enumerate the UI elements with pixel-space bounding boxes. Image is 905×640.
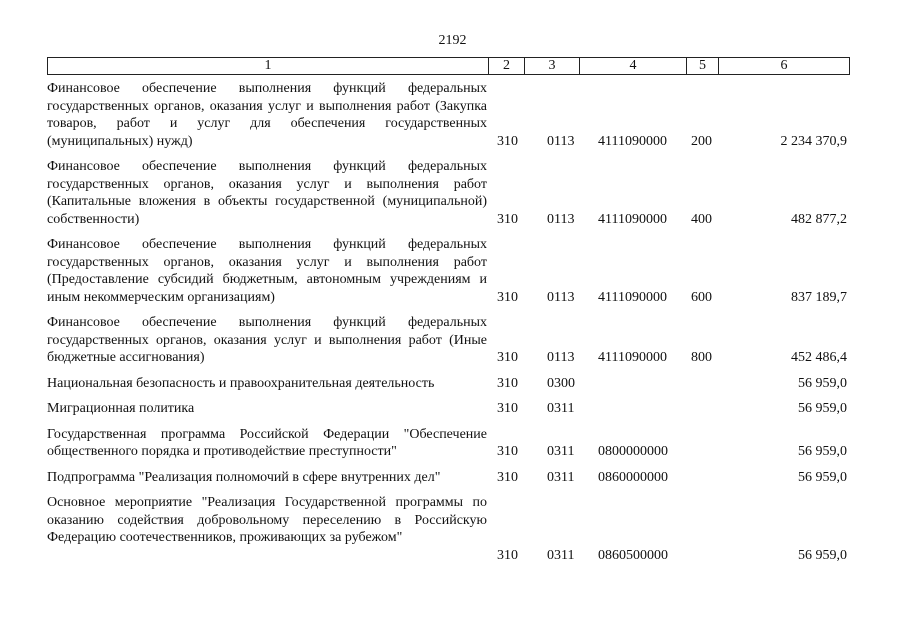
amount: 56 959,0 bbox=[798, 401, 847, 416]
row-description: Национальная безопасность и правоохранительная деятельность bbox=[47, 375, 435, 391]
table-row bbox=[47, 400, 849, 418]
ministry-code: 310 bbox=[497, 350, 518, 365]
target-article-code: 0860000000 bbox=[598, 469, 668, 485]
column-header-6: 6 bbox=[719, 58, 850, 75]
table-row bbox=[47, 314, 849, 367]
expense-type-code: 600 bbox=[691, 289, 712, 305]
section-code: 0311 bbox=[547, 547, 575, 563]
table-row bbox=[47, 426, 849, 461]
ministry-code: 310 bbox=[497, 401, 518, 416]
amount: 56 959,0 bbox=[798, 375, 847, 391]
column-header-table bbox=[47, 57, 850, 75]
ministry-code: 310 bbox=[497, 133, 518, 149]
ministry-code: 310 bbox=[497, 444, 518, 459]
row-description: Государственная программа Российской Федерации "Обеспечение общественного порядка и противодействие преступности" bbox=[47, 426, 487, 459]
table-row bbox=[47, 469, 849, 487]
amount: 56 959,0 bbox=[798, 469, 847, 485]
row-description: Финансовое обеспечение выполнения функций федеральных государственных органов, оказания услуг и выполнения работ (Капитальные вложения в объекты государственной (муниципальной) собственности) bbox=[47, 159, 487, 227]
amount: 837 189,7 bbox=[791, 289, 847, 305]
ministry-code: 310 bbox=[497, 375, 518, 391]
amount: 56 959,0 bbox=[798, 444, 847, 459]
amount: 2 234 370,9 bbox=[780, 133, 847, 149]
expense-type-code: 400 bbox=[691, 211, 712, 227]
column-header-1: 1 bbox=[48, 58, 489, 75]
ministry-code: 310 bbox=[497, 211, 518, 227]
page-number: 2192 bbox=[438, 33, 467, 48]
column-header-2: 2 bbox=[489, 58, 525, 75]
ministry-code: 310 bbox=[497, 547, 518, 563]
section-code: 0113 bbox=[547, 350, 575, 365]
section-code: 0113 bbox=[547, 211, 575, 227]
target-article-code: 4111090000 bbox=[598, 289, 667, 305]
amount: 452 486,4 bbox=[791, 350, 847, 365]
row-description: Миграционная политика bbox=[47, 401, 195, 416]
row-description: Финансовое обеспечение выполнения функций федеральных государственных органов, оказания услуг и выполнения работ (Иные бюджетные ассигнования) bbox=[47, 315, 487, 365]
ministry-code: 310 bbox=[497, 289, 518, 305]
table-row bbox=[47, 236, 849, 306]
row-description: Финансовое обеспечение выполнения функций федеральных государственных органов, оказания услуг и выполнения работ (Предоставление субсидий бюджетным, автономным учреждениям и иным некоммерческим организациям) bbox=[47, 237, 487, 305]
section-code: 0113 bbox=[547, 133, 575, 149]
row-description: Финансовое обеспечение выполнения функций федеральных государственных органов, оказания услуг и выполнения работ (Закупка товаров, работ и услуг для обеспечения государственных (муниципальных) нужд) bbox=[47, 81, 487, 149]
section-code: 0311 bbox=[547, 469, 575, 485]
table-row bbox=[47, 494, 849, 564]
target-article-code: 4111090000 bbox=[598, 133, 667, 149]
column-header-5: 5 bbox=[687, 58, 719, 75]
amount: 56 959,0 bbox=[798, 547, 847, 563]
expense-type-code: 800 bbox=[691, 350, 712, 365]
table-row bbox=[47, 158, 849, 228]
section-code: 0311 bbox=[547, 444, 575, 459]
table-row bbox=[47, 80, 849, 150]
row-description: Подпрограмма "Реализация полномочий в сфере внутренних дел" bbox=[47, 469, 441, 485]
target-article-code: 0800000000 bbox=[598, 444, 668, 459]
budget-table-body bbox=[47, 80, 849, 564]
section-code: 0113 bbox=[547, 289, 575, 305]
section-code: 0311 bbox=[547, 401, 575, 416]
target-article-code: 4111090000 bbox=[598, 350, 667, 365]
target-article-code: 0860500000 bbox=[598, 547, 668, 563]
expense-type-code: 200 bbox=[691, 133, 712, 149]
column-header-3: 3 bbox=[525, 58, 580, 75]
target-article-code: 4111090000 bbox=[598, 211, 667, 227]
ministry-code: 310 bbox=[497, 469, 518, 485]
column-header-4: 4 bbox=[580, 58, 687, 75]
amount: 482 877,2 bbox=[791, 211, 847, 227]
row-description: Основное мероприятие "Реализация Государственной программы по оказанию содействия добровольному переселению в Российскую Федерацию соотечественников, проживающих за рубежом" bbox=[47, 495, 487, 545]
section-code: 0300 bbox=[547, 375, 575, 391]
table-row bbox=[47, 375, 849, 393]
